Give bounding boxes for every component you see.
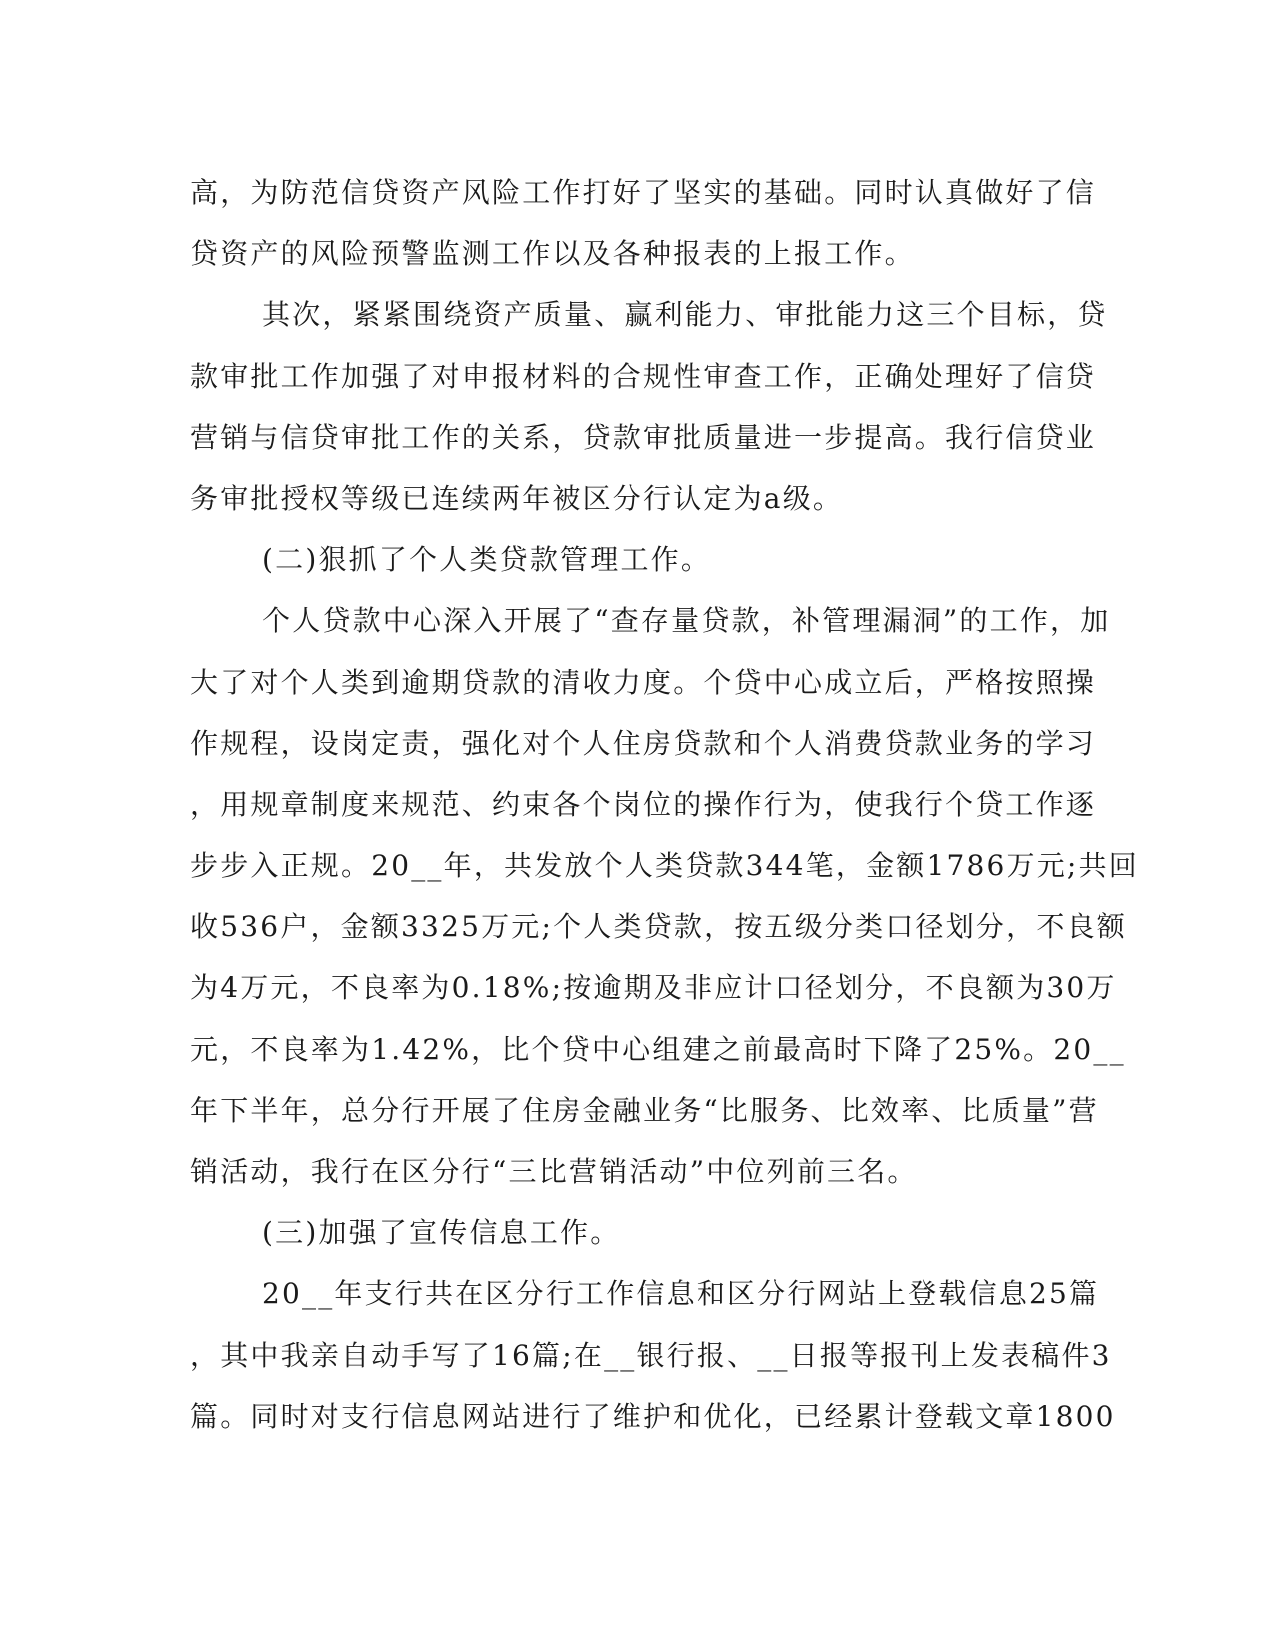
- text-line: 步步入正规。20__年，共发放个人类贷款344笔，金额1786万元;共回: [190, 849, 1139, 883]
- document-body: [190, 162, 1139, 1447]
- text-line: 年下半年，总分行开展了住房金融业务“比服务、比效率、比质量”营: [190, 1093, 1099, 1127]
- text-line: 款审批工作加强了对申报材料的合规性审查工作，正确处理好了信贷: [190, 359, 1097, 393]
- text-line: 大了对个人类到逾期贷款的清收力度。个贷中心成立后，严格按照操: [190, 665, 1097, 699]
- text-line: 篇。同时对支行信息网站进行了维护和优化，已经累计登载文章1800: [190, 1399, 1116, 1433]
- section-heading: (二)狠抓了个人类贷款管理工作。: [262, 543, 712, 577]
- text-line: 营销与信贷审批工作的关系，贷款审批质量进一步提高。我行信贷业: [190, 420, 1097, 454]
- text-line: 元，不良率为1.42%，比个贷中心组建之前最高时下降了25%。20__: [190, 1032, 1126, 1066]
- paragraph-first-line: 个人贷款中心深入开展了“查存量贷款，补管理漏洞”的工作，加: [262, 604, 1111, 638]
- text-line: 务审批授权等级已连续两年被区分行认定为a级。: [190, 481, 844, 515]
- text-line: 为4万元，不良率为0.18%;按逾期及非应计口径划分，不良额为30万: [190, 971, 1117, 1005]
- text-line: ，其中我亲自动手写了16篇;在__银行报、__日报等报刊上发表稿件3: [190, 1338, 1112, 1372]
- text-line: 销活动，我行在区分行“三比营销活动”中位列前三名。: [190, 1155, 918, 1188]
- section-heading: (三)加强了宣传信息工作。: [262, 1216, 621, 1250]
- paragraph-first-line: 其次，紧紧围绕资产质量、赢利能力、审批能力这三个目标，贷: [262, 298, 1108, 332]
- text-line: ，用规章制度来规范、约束各个岗位的操作行为，使我行个贷工作逐: [190, 787, 1097, 821]
- text-line: 收536户，金额3325万元;个人类贷款，按五级分类口径划分，不良额: [190, 910, 1127, 944]
- text-line: 高，为防范信贷资产风险工作打好了坚实的基础。同时认真做好了信: [190, 176, 1097, 209]
- text-line: 作规程，设岗定责，强化对个人住房贷款和个人消费贷款业务的学习: [190, 726, 1097, 760]
- text-line: 贷资产的风险预警监测工作以及各种报表的上报工作。: [190, 237, 915, 271]
- paragraph-first-line: 20__年支行共在区分行工作信息和区分行网站上登载信息25篇: [262, 1277, 1100, 1311]
